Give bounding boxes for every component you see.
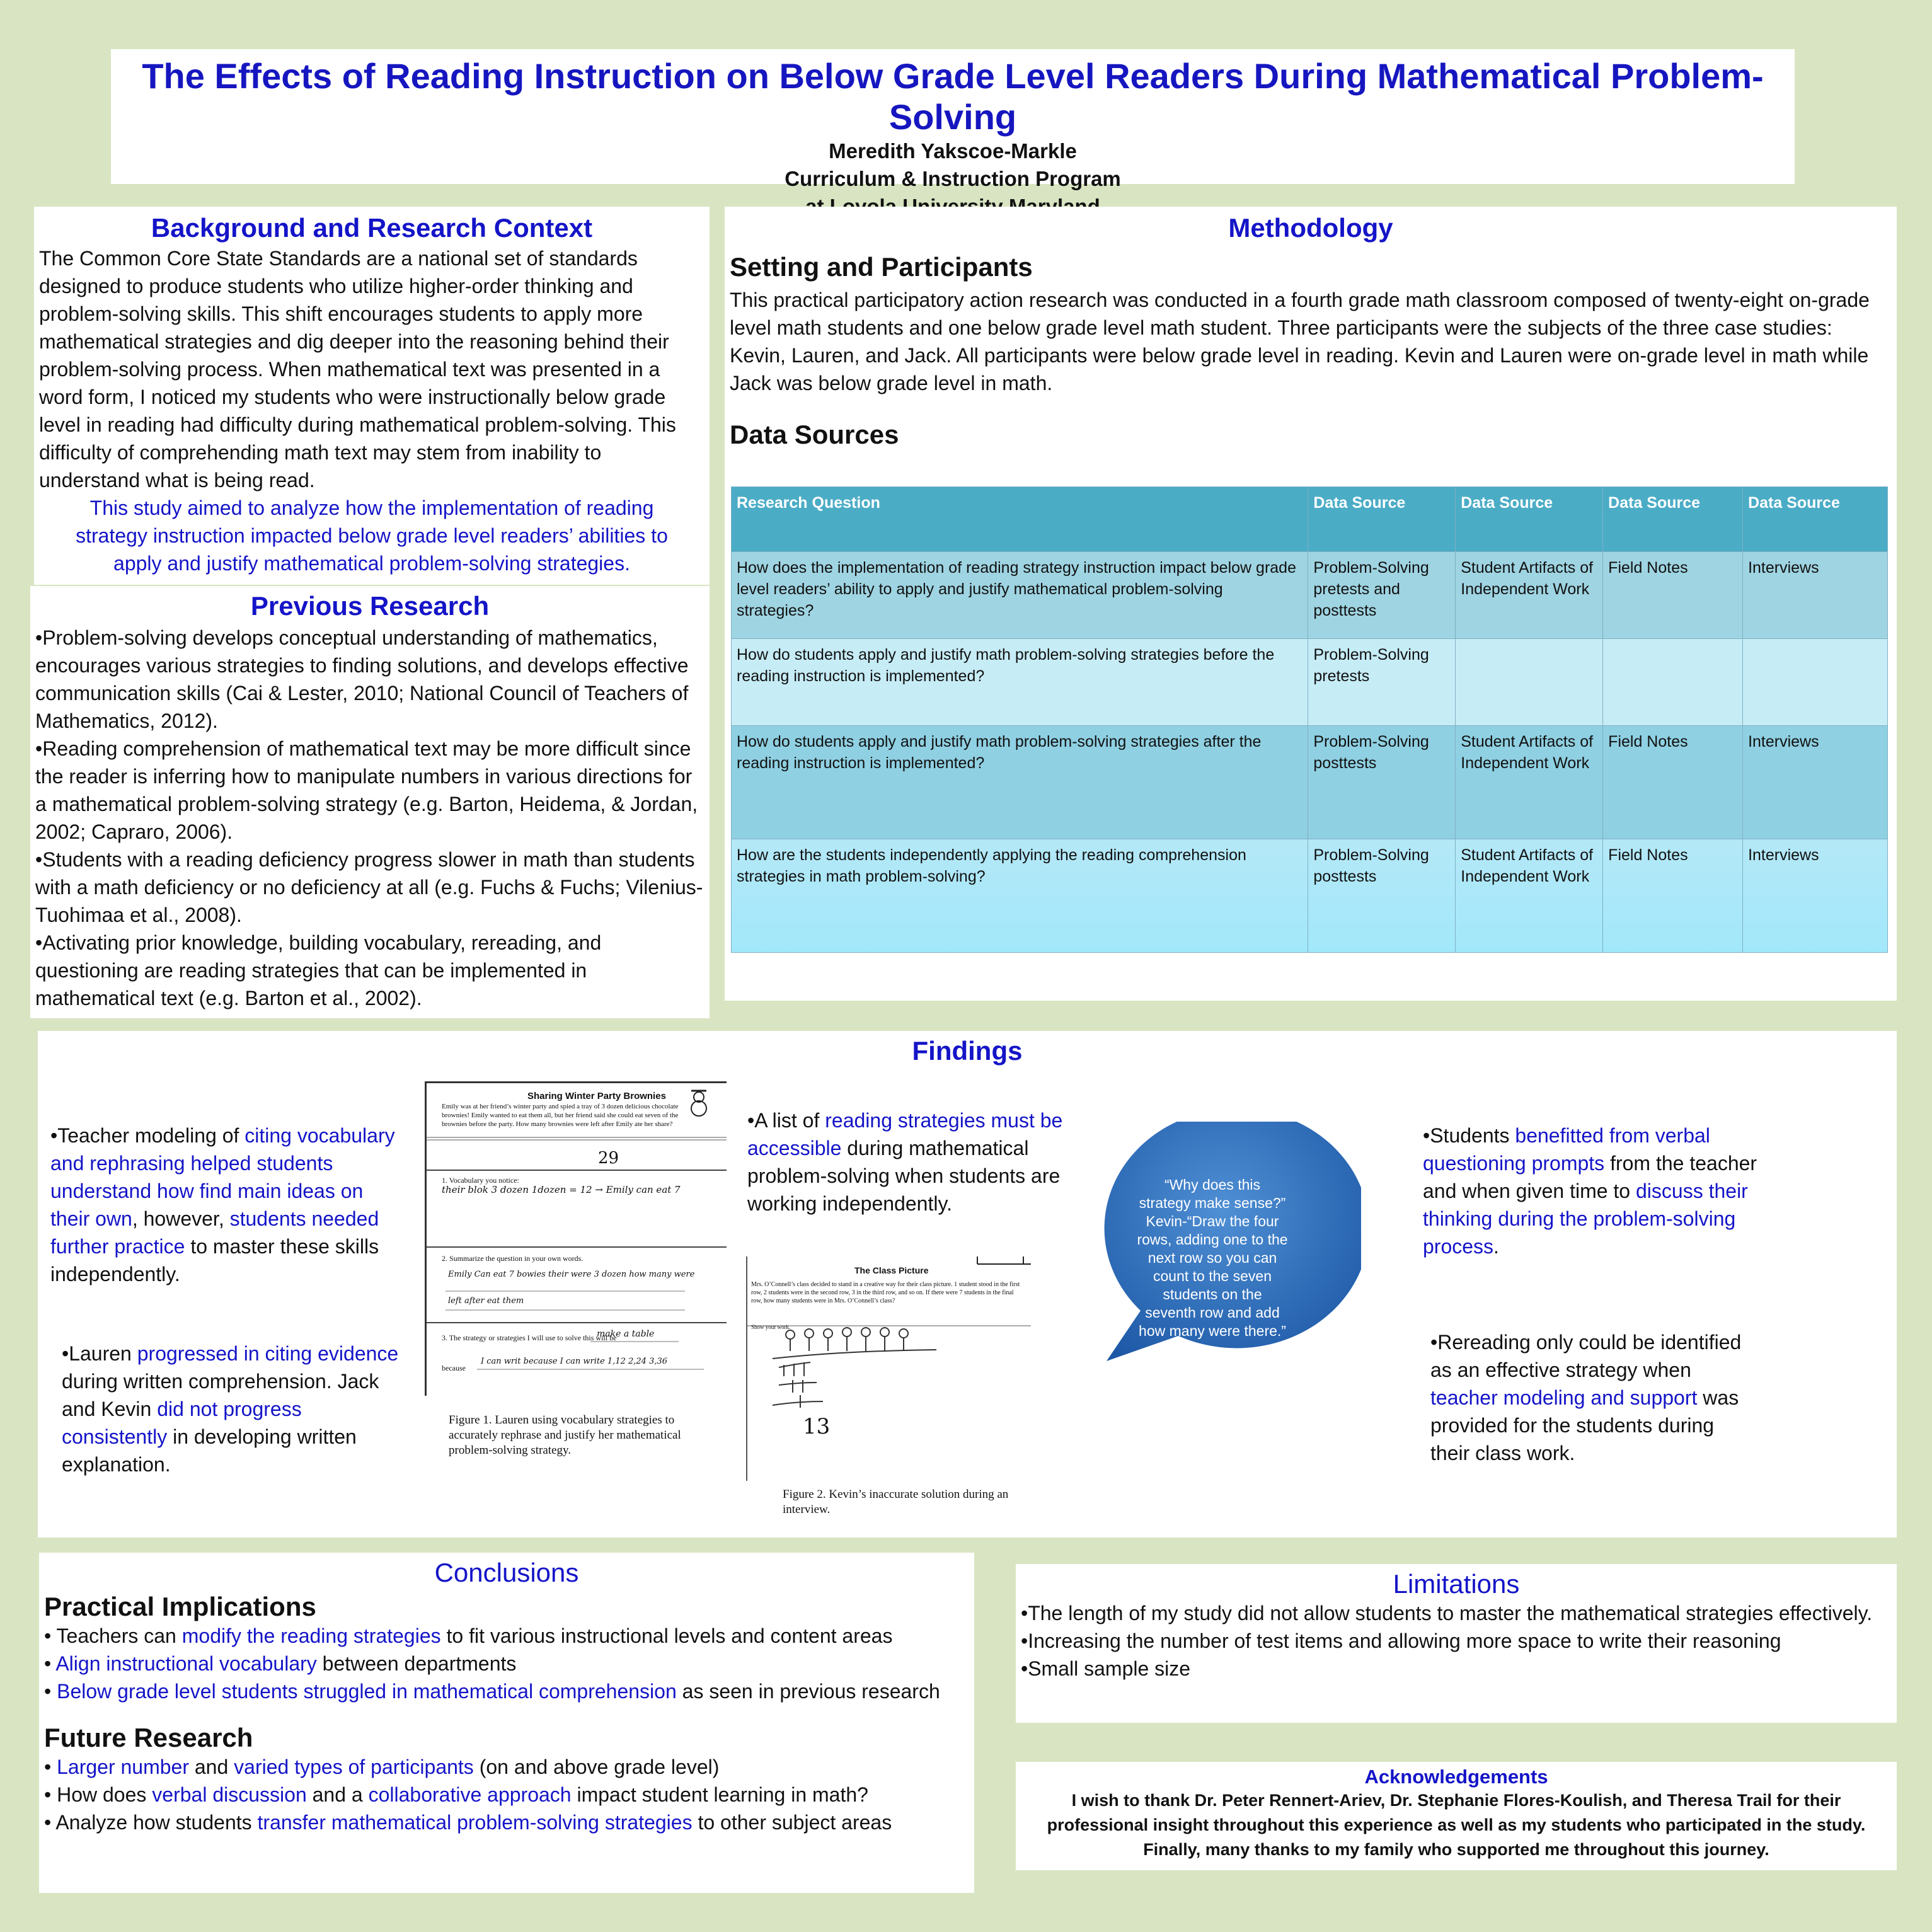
background-body: The Common Core State Standards are a national set of standards designed to produce students who utilize higher-order thinking and problem-solving skills. This shift encourages students to apply more mathematical strategies and dig deeper into the reasoning behind their problem-solving process. When mathematical text was presented in a word form, I noticed my students who were instructionally below grade level in reading had difficulty during mathematical problem-solving. This difficulty of comprehending math text may stem from inability to understand what is being read. xyxy=(39,247,676,492)
table-row xyxy=(732,639,1888,726)
background-panel xyxy=(34,207,710,585)
data-sources-title: Data Sources xyxy=(730,420,899,449)
fig1-prompt: Emily was at her friend’s winter party and spied a tray of 3 dozen delicious chocolate brownies! Emily wanted to eat them all, but her friend said she could eat seven of the brownies before the party. How many brownies were left after Emily ate her share? xyxy=(442,1103,679,1128)
fig2-answer: 13 xyxy=(803,1414,831,1439)
finding-teacher-modeling: •Teacher modeling of citing vocabulary and rephrasing helped students understand how find main ideas on their own, however, students needed further practice to master these skills independently. xyxy=(50,1124,395,1285)
limitations-panel xyxy=(1016,1564,1897,1723)
table-row xyxy=(732,552,1888,639)
table-cell xyxy=(1743,639,1888,726)
findings-title: Findings xyxy=(912,1036,1023,1066)
previous-item: •Activating prior knowledge, building vocabulary, rereading, and questioning are reading strategies that can be implemented in mathematical text (e.g. Barton et al., 2002). xyxy=(35,931,602,1009)
previous-research-title: Previous Research xyxy=(250,591,490,621)
table-cell: How are the students independently applying the reading comprehension strategies in math problem-solving? xyxy=(732,839,1308,953)
table-header-row xyxy=(732,487,1888,552)
limitation-item: •Small sample size xyxy=(1021,1657,1191,1680)
conclusions-title: Conclusions xyxy=(434,1558,579,1587)
fig1-because: because xyxy=(442,1364,466,1372)
table-cell: How do students apply and justify math problem-solving strategies after the reading instruction is implemented? xyxy=(732,726,1308,839)
table-row xyxy=(732,839,1888,953)
finding-verbal-prompts: •Students benefitted from verbal questioning prompts from the teacher and when given time to discuss their thinking during the problem-solving process. xyxy=(1423,1124,1757,1258)
table-cell: Interviews xyxy=(1743,839,1888,953)
table-cell: Problem-Solving posttests xyxy=(1308,839,1456,953)
previous-item: •Reading comprehension of mathematical text may be more difficult since the reader is inferring how to manipulate numbers in various directions for a mathematical problem-solving strategy (e.g. Barton, Heidema, & Jordan, 2002; Capraro, 2006). xyxy=(35,737,698,843)
program-name: Curriculum & Instruction Program xyxy=(785,167,1121,190)
fig1-a1: their blok 3 dozen 1dozen = 12 → Emily can eat 7 xyxy=(442,1184,681,1195)
table-cell: How do students apply and justify math problem-solving strategies before the reading instruction is implemented? xyxy=(732,639,1308,726)
table-cell: How does the implementation of reading strategy instruction impact below grade level readers’ ability to apply and justify mathematical problem-solving strategies? xyxy=(732,552,1308,639)
fig1-q3: 3. The strategy or strategies I will use to solve this will be xyxy=(442,1333,617,1342)
previous-item: •Problem-solving develops conceptual understanding of mathematics, encourages various strategies to finding solutions, and develops effective communication skills (Cai & Lester, 2010; National Council of Teachers of Mathematics, 2012). xyxy=(35,626,689,732)
author-name: Meredith Yakscoe-Markle xyxy=(829,139,1077,163)
table-header: Data Source xyxy=(1456,487,1603,552)
table-cell: Student Artifacts of Independent Work xyxy=(1456,726,1603,839)
table-cell: Problem-Solving posttests xyxy=(1308,726,1456,839)
future-item: • Analyze how students transfer mathematical problem-solving strategies to other subject areas xyxy=(44,1811,892,1834)
table-row xyxy=(732,726,1888,839)
table-cell: Field Notes xyxy=(1603,839,1743,953)
acknowledgements-title: Acknowledgements xyxy=(1364,1766,1548,1788)
limitations-title: Limitations xyxy=(1393,1569,1520,1599)
background-title: Background and Research Context xyxy=(151,213,593,243)
table-cell: Problem-Solving pretests and posttests xyxy=(1308,552,1456,639)
limitation-item: •The length of my study did not allow students to master the mathematical strategies effectively. xyxy=(1021,1602,1873,1624)
fig1-title: Sharing Winter Party Brownies xyxy=(527,1091,666,1101)
table-cell: Interviews xyxy=(1743,552,1888,639)
table-cell: Problem-Solving pretests xyxy=(1308,639,1456,726)
figure-1-caption: Figure 1. Lauren using vocabulary strategies to accurately rephrase and justify her mathematical problem-solving strategy. xyxy=(449,1413,681,1457)
previous-item: •Students with a reading deficiency progress slower in math than students with a math deficiency or no deficiency at all (e.g. Fuchs & Fuchs; Vilenius-Tuohimaa et al., 2008). xyxy=(35,848,703,926)
table-cell xyxy=(1603,639,1743,726)
future-item: • Larger number and varied types of participants (on and above grade level) xyxy=(44,1756,720,1778)
fig1-q2: 2. Summarize the question in your own words. xyxy=(442,1254,584,1263)
figure-2-worksheet xyxy=(746,1256,1032,1481)
table-cell: Student Artifacts of Independent Work xyxy=(1456,552,1603,639)
practical-item: • Below grade level students struggled in mathematical comprehension as seen in previous research xyxy=(44,1680,940,1703)
finding-rereading: •Rereading only could be identified as an effective strategy when teacher modeling and support was provided for the students during their class work. xyxy=(1430,1331,1742,1464)
setting-body: This practical participatory action research was conducted in a fourth grade math classroom composed of twenty-eight on-grade level math students and one below grade level math student. Three participants were the subjects of the three case studies: Kevin, Lauren, and Jack. All participants were below grade level in reading. Kevin and Lauren were on-grade level in math while Jack was below grade level in math. xyxy=(730,289,1870,394)
table-header: Research Question xyxy=(732,487,1308,552)
worksheet-drawing xyxy=(427,1083,727,1396)
poster-title: The Effects of Reading Instruction on Below Grade Level Readers During Mathematical Problem-Solving xyxy=(142,56,1764,137)
finding-lauren-progress: •Lauren progressed in citing evidence during written comprehension. Jack and Kevin did not progress consistently in developing written explanation. xyxy=(62,1342,399,1476)
background-aim: This study aimed to analyze how the implementation of reading strategy instruction impacted below grade level readers’ abilities to apply and justify mathematical problem-solving strategies. xyxy=(76,497,668,575)
fig1-a3: make a table xyxy=(597,1329,655,1339)
future-item: • How does verbal discussion and a collaborative approach impact student learning in math? xyxy=(44,1783,868,1806)
acknowledgements-body: I wish to thank Dr. Peter Rennert-Ariev, Dr. Stephanie Flores-Koulish, and Theresa Trail for their professional insight throughout this experience as well as my students who participated in the study. Finally, many thanks to my family who supported me throughout this journey. xyxy=(1047,1791,1866,1859)
table-cell: Interviews xyxy=(1743,726,1888,839)
practical-implications-title: Practical Implications xyxy=(44,1592,316,1621)
finding-reading-strategies: •A list of reading strategies must be accessible during mathematical problem-solving when students are working independently. xyxy=(747,1109,1063,1215)
table-header: Data Source xyxy=(1308,487,1456,552)
table-header: Data Source xyxy=(1743,487,1888,552)
table-cell: Field Notes xyxy=(1603,726,1743,839)
data-sources-table xyxy=(731,486,1888,953)
fig1-answer: 29 xyxy=(598,1149,619,1168)
quote-bubble-text: “Why does this strategy make sense?” Kevin-“Draw the four rows, adding one to the next row so you can count to the seven students on the seventh row and add how many were there.” xyxy=(1137,1176,1288,1339)
methodology-title: Methodology xyxy=(1228,213,1393,243)
limitation-item: •Increasing the number of test items and allowing more space to write their reasoning xyxy=(1021,1630,1781,1652)
previous-research-panel xyxy=(30,586,710,1018)
fig2-prompt: Mrs. O’Connell’s class decided to stand in a creative way for their class picture. 1 student stood in the first row, 2 students were in the second row, 3 in the third row, and so on. If there were 7 students in the final row, how many students were in Mrs. O’Connell’s class? xyxy=(751,1281,1020,1304)
fig1-a4: I can writ because I can write 1,12 2,24 3,36 xyxy=(481,1357,668,1366)
conclusions-panel xyxy=(39,1553,974,1893)
fig1-a2b: left after eat them xyxy=(448,1296,524,1306)
figure-1-worksheet xyxy=(425,1081,727,1396)
fig1-a2a: Emily Can eat 7 bowies their were 3 dozen how many were xyxy=(448,1270,695,1279)
table-cell xyxy=(1456,639,1603,726)
table-cell: Field Notes xyxy=(1603,552,1743,639)
fig2-title: The Class Picture xyxy=(854,1265,929,1275)
fig2-show: Show your work. xyxy=(751,1324,791,1330)
fig1-q1: 1. Vocabulary you notice: xyxy=(442,1176,519,1185)
practical-item: • Align instructional vocabulary between departments xyxy=(44,1652,517,1675)
table-header: Data Source xyxy=(1603,487,1743,552)
practical-item: • Teachers can modify the reading strategies to fit various instructional levels and content areas xyxy=(44,1624,893,1647)
poster-header xyxy=(111,49,1795,190)
acknowledgements-panel xyxy=(1016,1762,1897,1870)
figure-2-caption: Figure 2. Kevin’s inaccurate solution during an interview. xyxy=(783,1488,1009,1516)
future-research-title: Future Research xyxy=(44,1723,253,1752)
table-cell: Student Artifacts of Independent Work xyxy=(1456,839,1603,953)
setting-title: Setting and Participants xyxy=(730,252,1033,282)
